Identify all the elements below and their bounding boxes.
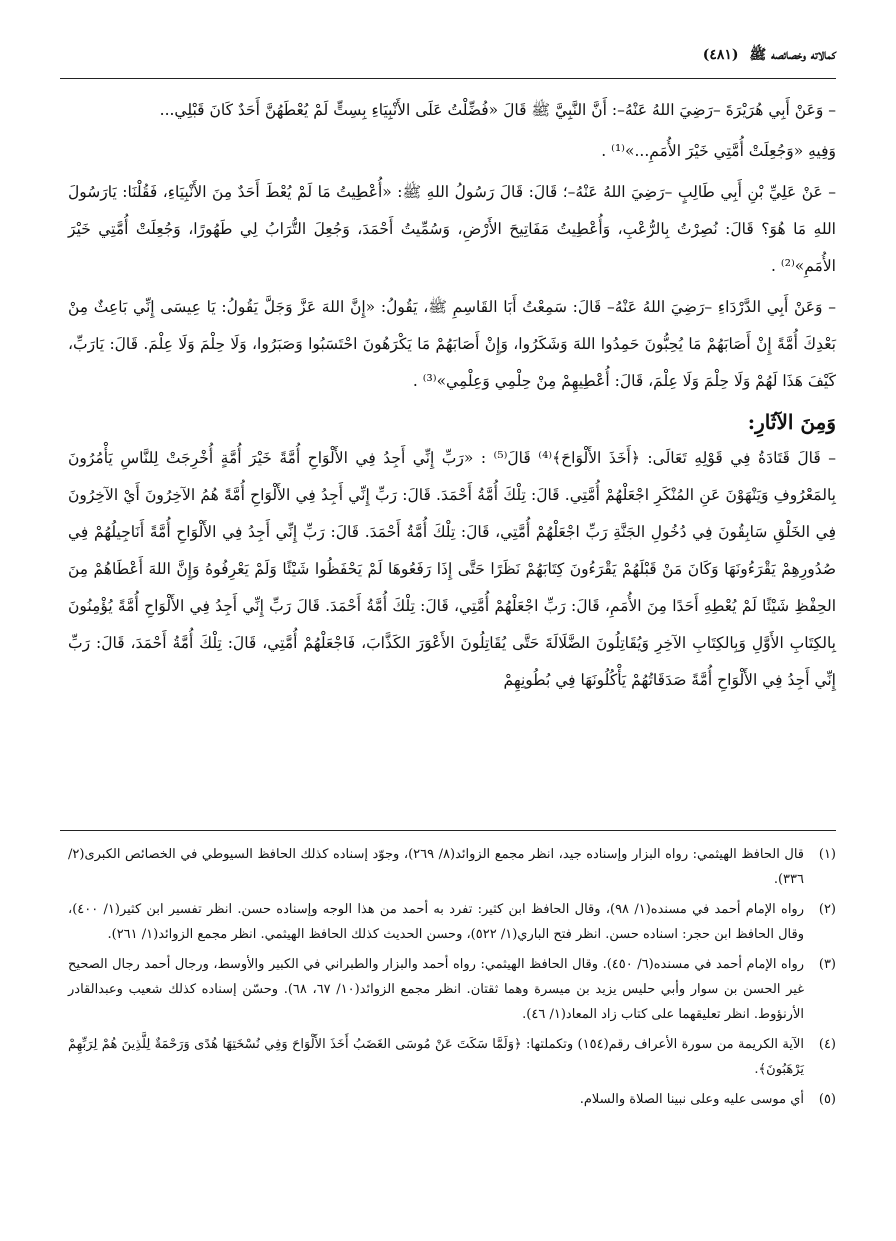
footnote-item (68, 842, 836, 892)
footnote-item (68, 1087, 836, 1112)
paragraph-abu-darda: – وَعَنْ أَبِي الدَّرْدَاءِ –رَضِيَ اللهُ عَنْهُ– قَالَ: سَمِعْتُ أَبَا القَاسِمِ ﷺ، يَقُولُ: «إِنَّ اللهَ عَزَّ وَجَلَّ يَقُولُ: يَا عِيسَى إِنِّي بَاعِثٌ مِنْ بَعْدِكَ أُمَّةً إِنْ أَصَابَهُمْ مَا يُحِبُّونَ حَمِدُوا اللهَ وَشَكَرُوا، وَإِنْ أَصَابَهُمْ مَا يَكْرَهُونَ احْتَسَبُوا وَصَبَرُوا، وَلَا حِلْمَ وَلَا عِلْمَ. قَالَ: يَارَبِّ، كَيْفَ هَذَا لَهُمْ وَلَا حِلْمَ وَلَا عِلْمَ، قَالَ: أُعْطِيهِمْ مِنْ حِلْمِي وَعِلْمِي»⁽³⁾ . (68, 298, 836, 390)
paragraph-ali-ibn-abi-talib: – عَنْ عَلِيِّ بْنِ أَبِي طَالِبٍ –رَضِيَ اللهُ عَنْهُ–؛ قَالَ: قَالَ رَسُولُ اللهِ ﷺ: «أُعْطِيتُ مَا لَمْ يُعْطَ أَحَدٌ مِنَ الأَنْبِيَاءِ، فَقُلْنَا: يَارَسُولَ اللهِ مَا هُوَ؟ قَالَ: نُصِرْتُ بِالرُّعْبِ، وَأُعْطِيتُ مَفَاتِيحَ الأَرْضِ، وَسُمِّيتُ أَحْمَدَ، وَجُعِلَ التُّرَابُ لِي طَهُورًا، وَجُعِلَتْ أُمَّتِي خَيْرَ الأُمَمِ»⁽²⁾ . (68, 183, 836, 275)
page-number: (٤٨١) (702, 47, 739, 63)
footnote-number: (١) (818, 847, 836, 862)
running-header (60, 38, 836, 79)
footnote-separator (60, 830, 836, 831)
footnote-text: رواه الإمام أحمد في مسنده(٦/ ٤٥٠). وقال الحافظ الهيثمي: رواه أحمد والبزار والطبراني في الكبير والأوسط، ورجال أحمد رجال الصحيح غير الحسن بن سوار وأبي حليس يزيد بن ميسرة وهما ثقتان. انظر مجمع الزوائد(١٠/ ٦٧، ٦٨). وحسّن إسناده كذلك شعيب وعبدالقادر الأرنؤوط. انظر تعليقهما على كتاب زاد المعاد(١/ ٤٦). (68, 957, 805, 1022)
footnote-number: (٣) (818, 957, 836, 972)
footnote-text: رواه الإمام أحمد في مسنده(١/ ٩٨)، وقال الحافظ ابن كثير: تفرد به أحمد من هذا الوجه وإسناده حسن. انظر تفسير ابن كثير(١/ ٤٠٠)، وقال الحافظ ابن حجر: اسناده حسن. انظر فتح الباري(١/ ٥٢٢)، وحسن الحديث كذلك الحافظ الهيثمي. انظر مجمع الزوائد(١/ ٢٦١). (68, 902, 804, 942)
footnote-number: (٥) (818, 1092, 836, 1107)
paragraph-qatada: – قَالَ قَتَادَةُ فِي قَوْلِهِ تَعَالَى: ﴿أَخَذَ الأَلْوَاحَ﴾⁽⁴⁾ قَالَ⁽⁵⁾ : «رَبِّ إِنِّي أَجِدُ فِي الأَلْوَاحِ أُمَّةً خَيْرَ أُمَّةٍ أُخْرِجَتْ لِلنَّاسِ يَأْمُرُونَ بِالمَعْرُوفِ وَيَنْهَوْنَ عَنِ المُنْكَرِ اجْعَلْهُمْ أُمَّتِي. قَالَ: تِلْكَ أُمَّةُ أَحْمَدَ. قَالَ: رَبِّ إِنِّي أَجِدُ فِي الأَلْوَاحِ أُمَّةً هُمُ الآخِرُونَ أَيْ الآخِرُونَ فِي الخَلْقِ سَابِقُونَ فِي دُخُولِ الجَنَّةِ رَبِّ اجْعَلْهُمْ أُمَّتِي، قَالَ: تِلْكَ أُمَّةُ أَحْمَدَ. قَالَ: رَبِّ إِنِّي أَجِدُ فِي الأَلْوَاحِ أُمَّةً أَنَاجِيلُهُمْ فِي صُدُورِهِمْ يَقْرَءُونَهَا وَكَانَ مَنْ قَبْلَهُمْ يَقْرَءُونَ كِتَابَهُمْ نَظَرًا حَتَّى إِذَا رَفَعُوهَا لَمْ يَحْفَظُوا شَيْئًا وَلَمْ يَعْرِفُوهُ وَإِنَّ اللهَ أَعْطَاهُمْ مِنَ الحِفْظِ شَيْئًا لَمْ يُعْطِهِ أَحَدًا مِنَ الأُمَمِ، قَالَ: رَبِّ اجْعَلْهُمْ أُمَّتِي، قَالَ: تِلْكَ أُمَّةُ أَحْمَدَ. قَالَ رَبِّ إِنِّي أَجِدُ فِي الأَلْوَاحِ أُمَّةً يُؤْمِنُونَ بِالكِتَابِ الأَوَّلِ وَبِالكِتَابِ الآخِرِ وَيُقَاتِلُونَ الضَّلَالَةَ حَتَّى يُقَاتِلُونَ الأَعْوَرَ الكَذَّابَ، فَاجْعَلْهُمْ أُمَّتِي، قَالَ: تِلْكَ أُمَّةُ أَحْمَدَ، قَالَ: رَبِّ إِنِّي أَجِدُ فِي الأَلْوَاحِ أُمَّةً صَدَقَاتُهُمْ يَأْكُلُونَهَا فِي بُطُونِهِمْ (68, 449, 837, 689)
main-text (68, 92, 836, 703)
header-line (703, 46, 836, 66)
chapter-title: كمالاته وخصائصه ﷺ (749, 47, 836, 63)
footnotes (68, 842, 836, 1117)
footnote-number: (٢) (818, 902, 836, 917)
footnote-item (68, 952, 836, 1027)
section-heading-athar: وَمِنَ الآثَارِ: (747, 410, 836, 434)
footnote-text: الآية الكريمة من سورة الأعراف رقم(١٥٤) وتكملتها: ﴿وَلَمَّا سَكَتَ عَنْ مُوسَى الغَضَبُ أَخَذَ الأَلْوَاحَ وَفِي نُسْخَتِهَا هُدًى وَرَحْمَةٌ لِلَّذِينَ هُمْ لِرَبِّهِمْ يَرْهَبُونَ﴾. (68, 1037, 804, 1077)
footnote-text: أي موسى عليه وعلى نبينا الصلاة والسلام. (579, 1092, 804, 1107)
footnote-number: (٤) (818, 1037, 836, 1052)
paragraph-abu-hurayra-continued: وَفِيهِ «وَجُعِلَتْ أُمَّتِي خَيْرَ الأُمَمِ...»⁽¹⁾ . (601, 142, 836, 160)
footnote-text: قال الحافظ الهيثمي: رواه البزار وإسناده جيد، انظر مجمع الزوائد(٨/ ٢٦٩)، وجوّد إسناده كذلك الحافظ السيوطي في الخصائص الكبرى(٢/ ٣٣٦). (68, 847, 804, 887)
footnote-item (68, 1032, 836, 1082)
footnote-item (68, 897, 836, 947)
paragraph-abu-hurayra: – وَعَنْ أَبِي هُرَيْرَةَ –رَضِيَ اللهُ عَنْهُ–: أَنَّ النَّبِيَّ ﷺ قَالَ «فُضِّلْتُ عَلَى الأَنْبِيَاءِ بِسِتٍّ لَمْ يُعْطَهُنَّ أَحَدٌ كَانَ قَبْلِي... (159, 101, 836, 119)
